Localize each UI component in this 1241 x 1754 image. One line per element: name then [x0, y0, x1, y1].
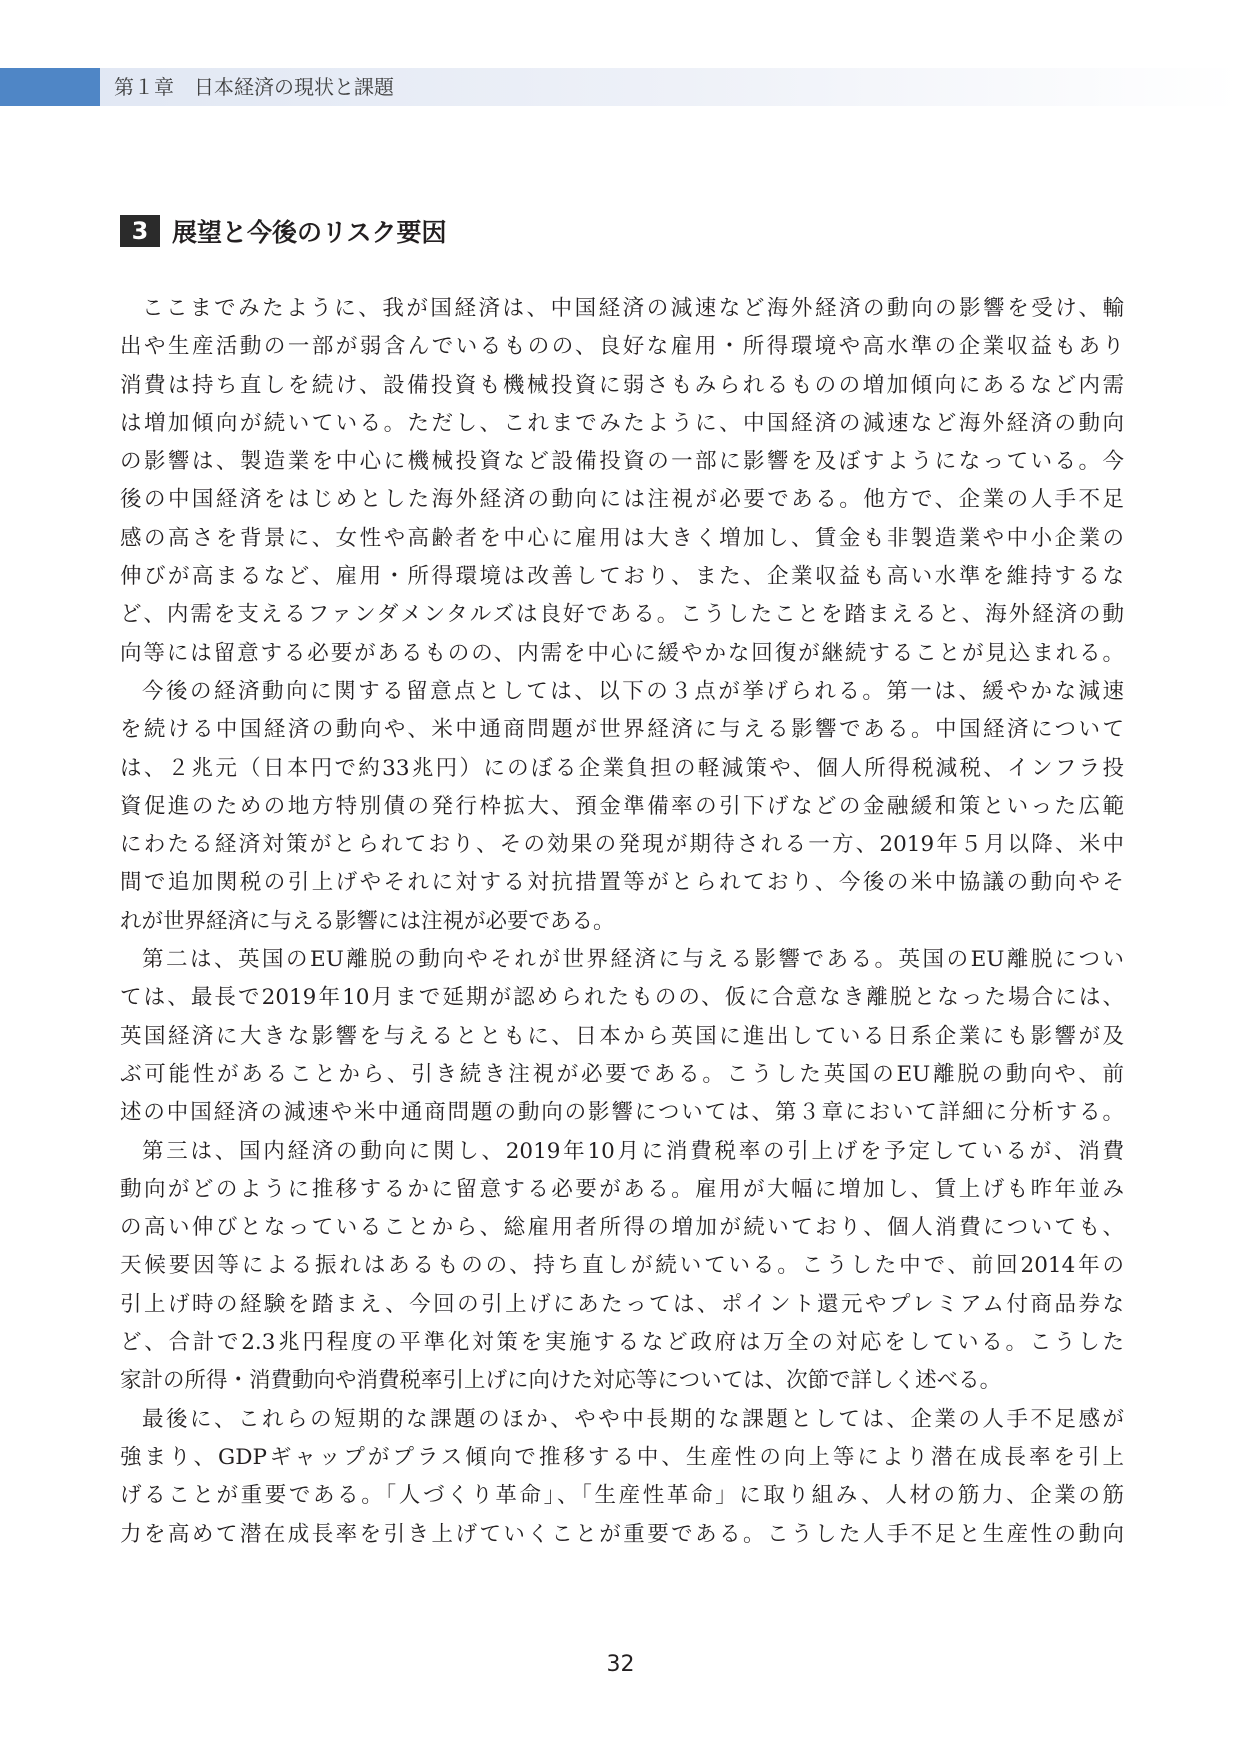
text-line: 消費は持ち直しを続け、設備投資も機械投資に弱さもみられるものの増加傾向にあるなど内需 — [120, 372, 1124, 398]
text-line: 間で追加関税の引上げやそれに対する対抗措置等がとられており、今後の米中協議の動向やそ — [120, 870, 1124, 896]
chapter-title: 第１章 日本経済の現状と課題 — [114, 75, 394, 99]
text-line: 天候要因等による振れはあるものの、持ち直しが続いている。こうした中で、前回2014年の — [120, 1253, 1124, 1279]
text-line: 英国経済に大きな影響を与えるとともに、日本から英国に進出している日系企業にも影響が及 — [120, 1023, 1124, 1049]
page-number: 32 — [606, 1652, 635, 1677]
text-line: げることが重要である。「人づくり革命」、「生産性革命」に取り組み、人材の筋力、企業の筋 — [120, 1483, 1124, 1509]
section-heading — [120, 214, 447, 248]
header-accent-block — [0, 68, 100, 106]
text-line: は、２兆元（日本円で約33兆円）にのぼる企業負担の軽減策や、個人所得税減税、インフラ投 — [120, 755, 1124, 781]
text-line: 資促進のための地方特別債の発行枠拡大、預金準備率の引下げなどの金融緩和策といった広範 — [120, 793, 1124, 819]
section-title: 展望と今後のリスク要因 — [172, 218, 447, 247]
text-line: ど、内需を支えるファンダメンタルズは良好である。こうしたことを踏まえると、海外経済の動 — [120, 602, 1124, 628]
text-line: ど、合計で2.3兆円程度の平準化対策を実施するなど政府は万全の対応をしている。こうした — [120, 1330, 1124, 1356]
text-line: の影響は、製造業を中心に機械投資など設備投資の一部に影響を及ぼすようになっている。今 — [120, 449, 1124, 475]
text-line: 述の中国経済の減速や米中通商問題の動向の影響については、第３章において詳細に分析する。 — [120, 1100, 1124, 1126]
text-line: は増加傾向が続いている。ただし、これまでみたように、中国経済の減速など海外経済の動向 — [120, 410, 1124, 436]
text-line: 感の高さを背景に、女性や高齢者を中心に雇用は大きく増加し、賃金も非製造業や中小企業の — [120, 525, 1124, 551]
text-line: 最後に、これらの短期的な課題のほか、やや中長期的な課題としては、企業の人手不足感が — [142, 1406, 1124, 1432]
text-line: 動向がどのように推移するかに留意する必要がある。雇用が大幅に増加し、賃上げも昨年並み — [120, 1176, 1124, 1202]
text-line: にわたる経済対策がとられており、その効果の発現が期待される一方、2019年５月以降、米中 — [120, 832, 1124, 858]
text-line: 向等には留意する必要があるものの、内需を中心に緩やかな回復が継続することが見込まれる。 — [120, 640, 1124, 666]
text-line: 伸びが高まるなど、雇用・所得環境は改善しており、また、企業収益も高い水準を維持するな — [120, 564, 1124, 590]
section-number-badge: 3 — [120, 215, 160, 247]
text-line: 力を高めて潜在成長率を引き上げていくことが重要である。こうした人手不足と生産性の動向 — [120, 1521, 1124, 1547]
text-line: 引上げ時の経験を踏まえ、今回の引上げにあたっては、ポイント還元やプレミアム付商品券な — [120, 1291, 1124, 1317]
text-line: を続ける中国経済の動向や、米中通商問題が世界経済に与える影響である。中国経済について — [120, 717, 1124, 743]
text-line: 強まり、GDPギャップがプラス傾向で推移する中、生産性の向上等により潜在成長率を引上 — [120, 1444, 1124, 1470]
text-line: 後の中国経済をはじめとした海外経済の動向には注視が必要である。他方で、企業の人手不足 — [120, 487, 1124, 513]
text-line: れが世界経済に与える影響には注視が必要である。 — [120, 908, 615, 934]
text-line: ここまでみたように、我が国経済は、中国経済の減速など海外経済の動向の影響を受け、輸 — [142, 296, 1124, 321]
text-line: 今後の経済動向に関する留意点としては、以下の３点が挙げられる。第一は、緩やかな減速 — [142, 678, 1124, 704]
text-line: 家計の所得・消費動向や消費税率引上げに向けた対応等については、次節で詳しく述べる。 — [120, 1368, 1002, 1394]
text-line: の高い伸びとなっていることから、総雇用者所得の増加が続いており、個人消費についても、 — [120, 1215, 1124, 1241]
chapter-header-bar — [0, 68, 1241, 106]
text-line: 第三は、国内経済の動向に関し、2019年10月に消費税率の引上げを予定しているが、消費 — [142, 1138, 1124, 1164]
body-text — [120, 290, 1124, 1554]
text-line: 出や生産活動の一部が弱含んでいるものの、良好な雇用・所得環境や高水準の企業収益もあり — [120, 334, 1124, 360]
text-line: ぶ可能性があることから、引き続き注視が必要である。こうした英国のEU離脱の動向や、前 — [120, 1061, 1124, 1087]
text-line: ては、最長で2019年10月まで延期が認められたものの、仮に合意なき離脱となった場合には、 — [120, 985, 1124, 1011]
text-line: 第二は、英国のEU離脱の動向やそれが世界経済に与える影響である。英国のEU離脱につい — [142, 947, 1124, 973]
